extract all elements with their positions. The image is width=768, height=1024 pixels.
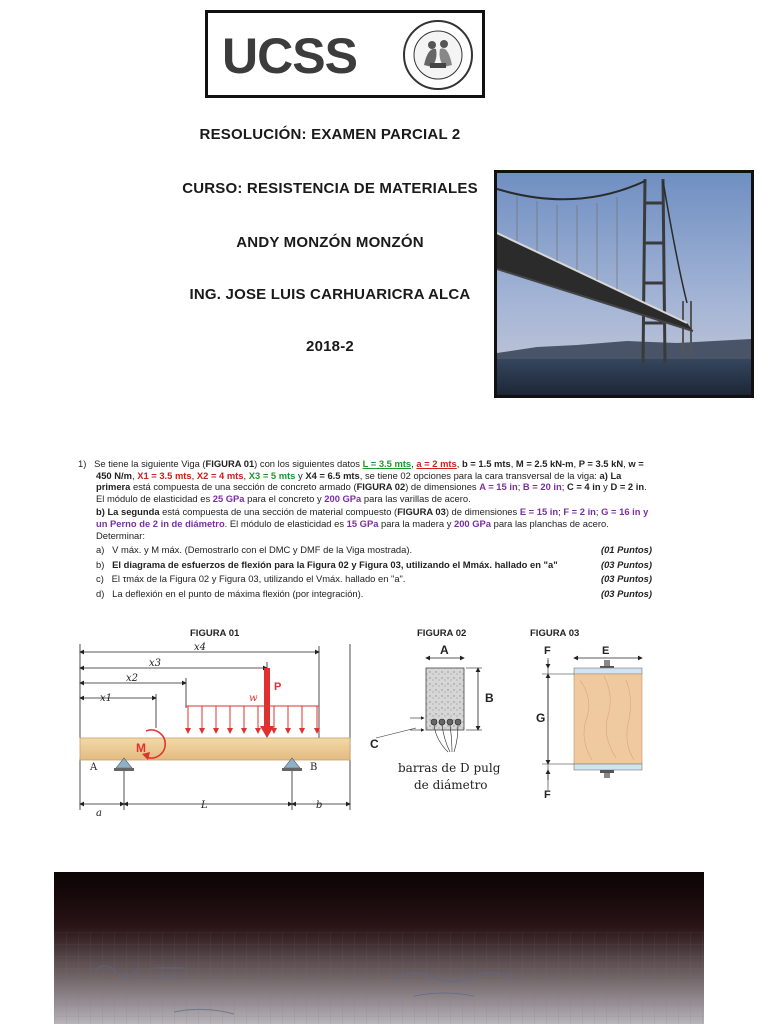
year: 2018-2 — [306, 338, 354, 355]
text: ) de dimensiones — [445, 506, 520, 518]
text: , — [411, 458, 417, 469]
value-x1: X1 = 3.5 mts — [137, 469, 192, 481]
label-A: A — [440, 643, 449, 657]
text: ) de dimensiones — [405, 481, 480, 493]
label-P: P — [274, 681, 282, 693]
label-B: B — [485, 691, 494, 705]
question-label: b) — [96, 558, 105, 570]
option-a: a) La primera — [96, 469, 622, 493]
question-points: (03 Puntos) — [600, 573, 652, 585]
value-M: M = 2.5 kN-m — [515, 458, 574, 469]
text: está compuesta de una sección de concreto armado ( — [130, 481, 357, 493]
question-label: d) — [96, 587, 105, 599]
text: para el concreto y — [244, 492, 325, 504]
figure-02-concrete-section — [368, 640, 514, 800]
text: y — [600, 481, 611, 493]
text: , — [456, 458, 462, 469]
label-M: M — [136, 741, 146, 755]
figure-ref: FIGURA 02 — [356, 481, 406, 493]
value-a: a = 2 mts — [416, 458, 457, 469]
label-a: a — [96, 808, 102, 818]
question-points: (01 Puntos) — [600, 544, 652, 556]
figure-02-title: FIGURA 02 — [417, 628, 467, 639]
text: y — [295, 469, 306, 481]
course-name: CURSO: RESISTENCIA DE MATERIALES — [182, 180, 478, 197]
label-support-B: B — [310, 762, 318, 773]
figure-01-title: FIGURA 01 — [190, 628, 240, 639]
text: ; — [517, 481, 523, 493]
text: está compuesta de una sección de material compuesto ( — [159, 506, 398, 518]
label-F-bottom: F — [544, 789, 551, 800]
figure-03-composite-section — [534, 640, 658, 800]
text: para las varillas de acero. — [361, 492, 471, 504]
label-x1: x1 — [100, 693, 113, 704]
author-name: ANDY MONZÓN MONZÓN — [236, 234, 424, 251]
question-label: a) — [96, 544, 105, 556]
option-b: b) La segunda — [96, 506, 160, 518]
text: , — [191, 469, 197, 481]
text: . El módulo de elasticidad es — [96, 481, 647, 504]
question-list — [78, 544, 652, 599]
label-support-A: A — [90, 762, 98, 773]
exam-title: RESOLUCIÓN: EXAMEN PARCIAL 2 — [199, 126, 461, 143]
value-F: F = 2 in — [563, 506, 596, 518]
label-E: E — [602, 645, 610, 657]
determine-label: Determinar: — [96, 529, 145, 541]
value-x4: X4 = 6.5 mts — [305, 469, 360, 481]
value-P: P = 3.5 kN — [578, 458, 624, 469]
figure-03-title: FIGURA 03 — [530, 628, 580, 639]
value-G: G = 16 in y un Perno de 2 in de diámetro — [96, 506, 649, 529]
logo-text: UCSS — [222, 28, 357, 84]
label-L: L — [201, 800, 208, 811]
value-B: B = 20 in — [522, 481, 562, 493]
text: , — [623, 458, 629, 469]
question-text: V máx. y M máx. (Demostrarlo con el DMC y DMF de la Viga mostrada). — [112, 544, 413, 556]
label-x4: x4 — [194, 642, 207, 653]
text: , se tiene 02 opciones para la cara transversal de la viga: — [359, 469, 600, 481]
text: ; — [595, 506, 602, 518]
label-F-top: F — [544, 645, 551, 657]
value-L: L = 3.5 mts — [362, 458, 412, 469]
value-Em: 15 GPa — [346, 517, 379, 529]
value-Es2: 200 GPa — [453, 517, 491, 529]
question-label: c) — [96, 573, 104, 585]
label-b: b — [316, 800, 323, 811]
caption-bars: barras de D pulg — [398, 761, 501, 775]
bridge-photo — [494, 170, 754, 398]
text: ) con los siguientes datos — [254, 458, 363, 469]
value-x2: X2 = 4 mts — [196, 469, 244, 481]
question-text: La deflexión en el punto de máxima flexión (por integración). — [112, 587, 364, 599]
value-Ec: 25 GPa — [212, 492, 245, 504]
text: , — [243, 469, 249, 481]
label-x2: x2 — [126, 673, 139, 684]
question-text: El diagrama de esfuerzos de flexión para la Figura 02 y Figura 03, utilizando el Mmáx. hallado en "a" — [112, 558, 558, 570]
text: para las planchas de acero. — [491, 517, 609, 529]
value-x3: X3 = 5 mts — [248, 469, 296, 481]
text: , — [131, 469, 138, 481]
problem-statement — [78, 458, 652, 600]
text: ; — [558, 506, 564, 518]
handwritten-notebook-photo — [54, 872, 704, 1024]
text: , — [573, 458, 579, 469]
figure-ref: FIGURA 01 — [205, 458, 255, 469]
question-item — [96, 559, 652, 571]
figure-01-beam-diagram — [74, 638, 362, 818]
professor-name: ING. JOSE LUIS CARHUARICRA ALCA — [189, 286, 471, 303]
question-text: El τmáx de la Figura 02 y Figura 03, utilizando el Vmáx. hallado en "a". — [111, 573, 406, 585]
text: Se tiene la siguiente Viga ( — [94, 458, 206, 469]
label-G: G — [536, 711, 546, 725]
value-D: D = 2 in — [610, 481, 645, 493]
label-x3: x3 — [149, 658, 162, 669]
question-item — [96, 588, 652, 600]
value-w: w = 450 N/m — [96, 458, 644, 481]
text: ; — [561, 481, 567, 493]
value-Es: 200 GPa — [324, 492, 362, 504]
value-E: E = 15 in — [519, 506, 559, 518]
caption-diameter: de diámetro — [414, 778, 488, 792]
university-logo — [205, 10, 485, 98]
label-w: w — [249, 693, 258, 704]
value-A: A = 15 in — [479, 481, 518, 493]
label-C: C — [370, 737, 379, 751]
text: , — [510, 458, 516, 469]
problem-number: 1) — [78, 458, 87, 469]
question-points: (03 Puntos) — [600, 558, 652, 570]
value-b: b = 1.5 mts — [461, 458, 511, 469]
value-C: C = 4 in — [566, 481, 601, 493]
question-item — [96, 544, 652, 556]
figure-ref: FIGURA 03 — [397, 506, 446, 518]
university-seal-icon — [402, 19, 474, 91]
text: . El módulo de elasticidad es — [224, 517, 347, 529]
question-item — [96, 573, 652, 585]
question-points: (03 Puntos) — [600, 587, 652, 599]
text: para la madera y — [378, 517, 454, 529]
